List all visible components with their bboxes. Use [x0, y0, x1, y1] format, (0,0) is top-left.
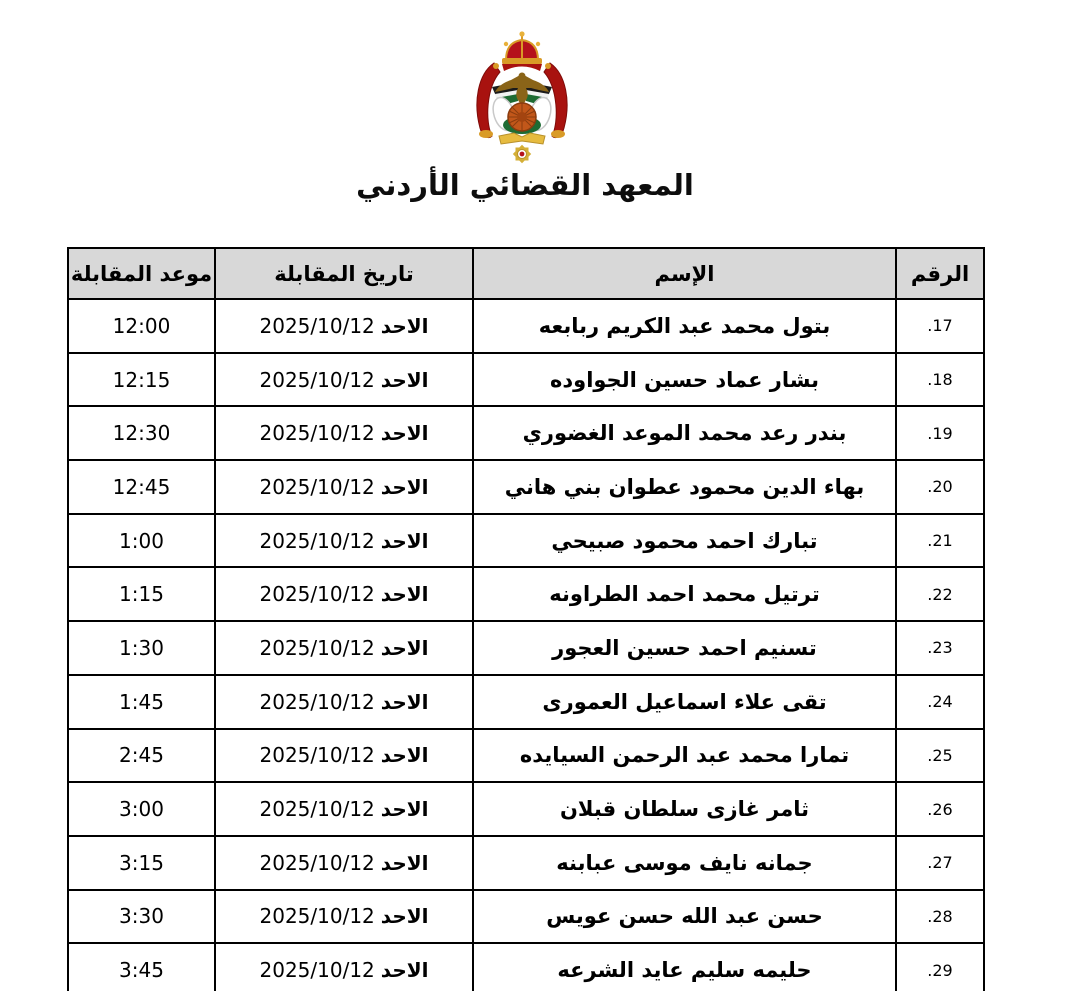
table-row — [68, 890, 984, 944]
cell-number: 26. — [896, 782, 984, 836]
cell-number: 28. — [896, 890, 984, 944]
cell-time: 1:15 — [68, 567, 215, 621]
medal-icon — [513, 145, 531, 163]
cell-name: جمانه نايف موسى عبابنه — [473, 836, 896, 890]
cell-number: 18. — [896, 353, 984, 407]
cell-date-value: 2025/10/12 — [259, 958, 375, 983]
cell-date — [215, 514, 473, 568]
cell-date — [215, 406, 473, 460]
cell-date-day: الاحد — [380, 689, 429, 714]
cell-name: حليمه سليم عايد الشرعه — [473, 943, 896, 991]
cell-date-value: 2025/10/12 — [259, 313, 375, 338]
cell-time: 3:15 — [68, 836, 215, 890]
cell-name: تبارك احمد محمود صبيحي — [473, 514, 896, 568]
cell-date — [215, 460, 473, 514]
table-row — [68, 460, 984, 514]
cell-date-day: الاحد — [380, 743, 429, 768]
cell-number: 27. — [896, 836, 984, 890]
cell-date-day: الاحد — [380, 582, 429, 607]
table-row — [68, 621, 984, 675]
header-number: الرقم — [896, 248, 984, 299]
cell-date — [215, 299, 473, 353]
institute-logotype: المعهد القضائي الأردني — [356, 168, 694, 202]
cell-time: 12:15 — [68, 353, 215, 407]
cell-number: 17. — [896, 299, 984, 353]
cell-name: بشار عماد حسين الجواوده — [473, 353, 896, 407]
cell-time: 3:45 — [68, 943, 215, 991]
cell-name: بتول محمد عبد الكريم ربابعه — [473, 299, 896, 353]
cell-date-value: 2025/10/12 — [259, 797, 375, 822]
cell-time: 2:45 — [68, 729, 215, 783]
cell-time: 12:45 — [68, 460, 215, 514]
cell-name: تمارا محمد عبد الرحمن السيايده — [473, 729, 896, 783]
cell-date-value: 2025/10/12 — [259, 421, 375, 446]
cell-name: ترتيل محمد احمد الطراونه — [473, 567, 896, 621]
cell-date-day: الاحد — [380, 635, 429, 660]
crown-icon — [502, 31, 542, 64]
header-name: الإسم — [473, 248, 896, 299]
cell-time: 12:00 — [68, 299, 215, 353]
cell-date-value: 2025/10/12 — [259, 474, 375, 499]
cell-number: 25. — [896, 729, 984, 783]
cell-date-day: الاحد — [380, 958, 429, 983]
cell-number: 20. — [896, 460, 984, 514]
cell-date-value: 2025/10/12 — [259, 743, 375, 768]
header-date: تاريخ المقابلة — [215, 248, 473, 299]
cell-date — [215, 782, 473, 836]
cell-name: ثامر غازى سلطان قبلان — [473, 782, 896, 836]
cell-time: 1:00 — [68, 514, 215, 568]
table-header-row — [68, 248, 984, 299]
cell-date-day: الاحد — [380, 850, 429, 875]
table-row — [68, 514, 984, 568]
interview-schedule-table — [67, 247, 985, 991]
table-row — [68, 353, 984, 407]
cell-date-day: الاحد — [380, 904, 429, 929]
cell-name: بهاء الدين محمود عطوان بني هاني — [473, 460, 896, 514]
cell-number: 22. — [896, 567, 984, 621]
cell-number: 29. — [896, 943, 984, 991]
cell-date — [215, 621, 473, 675]
cell-time: 1:30 — [68, 621, 215, 675]
cell-time: 12:30 — [68, 406, 215, 460]
cell-number: 24. — [896, 675, 984, 729]
table-row — [68, 943, 984, 991]
table-row — [68, 299, 984, 353]
table-row — [68, 675, 984, 729]
cell-number: 21. — [896, 514, 984, 568]
cell-date — [215, 675, 473, 729]
cell-date-day: الاحد — [380, 421, 429, 446]
cell-date-value: 2025/10/12 — [259, 582, 375, 607]
table-row — [68, 729, 984, 783]
cell-time: 3:30 — [68, 890, 215, 944]
cell-date — [215, 943, 473, 991]
cell-date — [215, 729, 473, 783]
cell-name: بندر رعد محمد الموعد الغضوري — [473, 406, 896, 460]
cell-date-value: 2025/10/12 — [259, 635, 375, 660]
table-row — [68, 406, 984, 460]
cell-date-value: 2025/10/12 — [259, 904, 375, 929]
cell-date — [215, 890, 473, 944]
cell-date-day: الاحد — [380, 528, 429, 553]
cell-name: تقى علاء اسماعيل العمورى — [473, 675, 896, 729]
cell-date-value: 2025/10/12 — [259, 689, 375, 714]
coat-of-arms-svg — [452, 30, 592, 170]
header-time: موعد المقابلة — [68, 248, 215, 299]
cell-date-value: 2025/10/12 — [259, 367, 375, 392]
cell-date-value: 2025/10/12 — [259, 850, 375, 875]
jordan-coat-of-arms — [452, 30, 592, 170]
cell-date — [215, 836, 473, 890]
ribbon — [499, 133, 545, 144]
cell-date — [215, 567, 473, 621]
cell-date — [215, 353, 473, 407]
cell-name: تسنيم احمد حسين العجور — [473, 621, 896, 675]
table-row — [68, 782, 984, 836]
cell-date-day: الاحد — [380, 474, 429, 499]
cell-time: 3:00 — [68, 782, 215, 836]
cell-time: 1:45 — [68, 675, 215, 729]
cell-number: 19. — [896, 406, 984, 460]
cell-date-value: 2025/10/12 — [259, 528, 375, 553]
cell-number: 23. — [896, 621, 984, 675]
cell-date-day: الاحد — [380, 797, 429, 822]
cell-date-day: الاحد — [380, 313, 429, 338]
cell-date-day: الاحد — [380, 367, 429, 392]
cell-name: حسن عبد الله حسن عويس — [473, 890, 896, 944]
table-row — [68, 836, 984, 890]
table-row — [68, 567, 984, 621]
schedule-table-body — [68, 299, 984, 991]
